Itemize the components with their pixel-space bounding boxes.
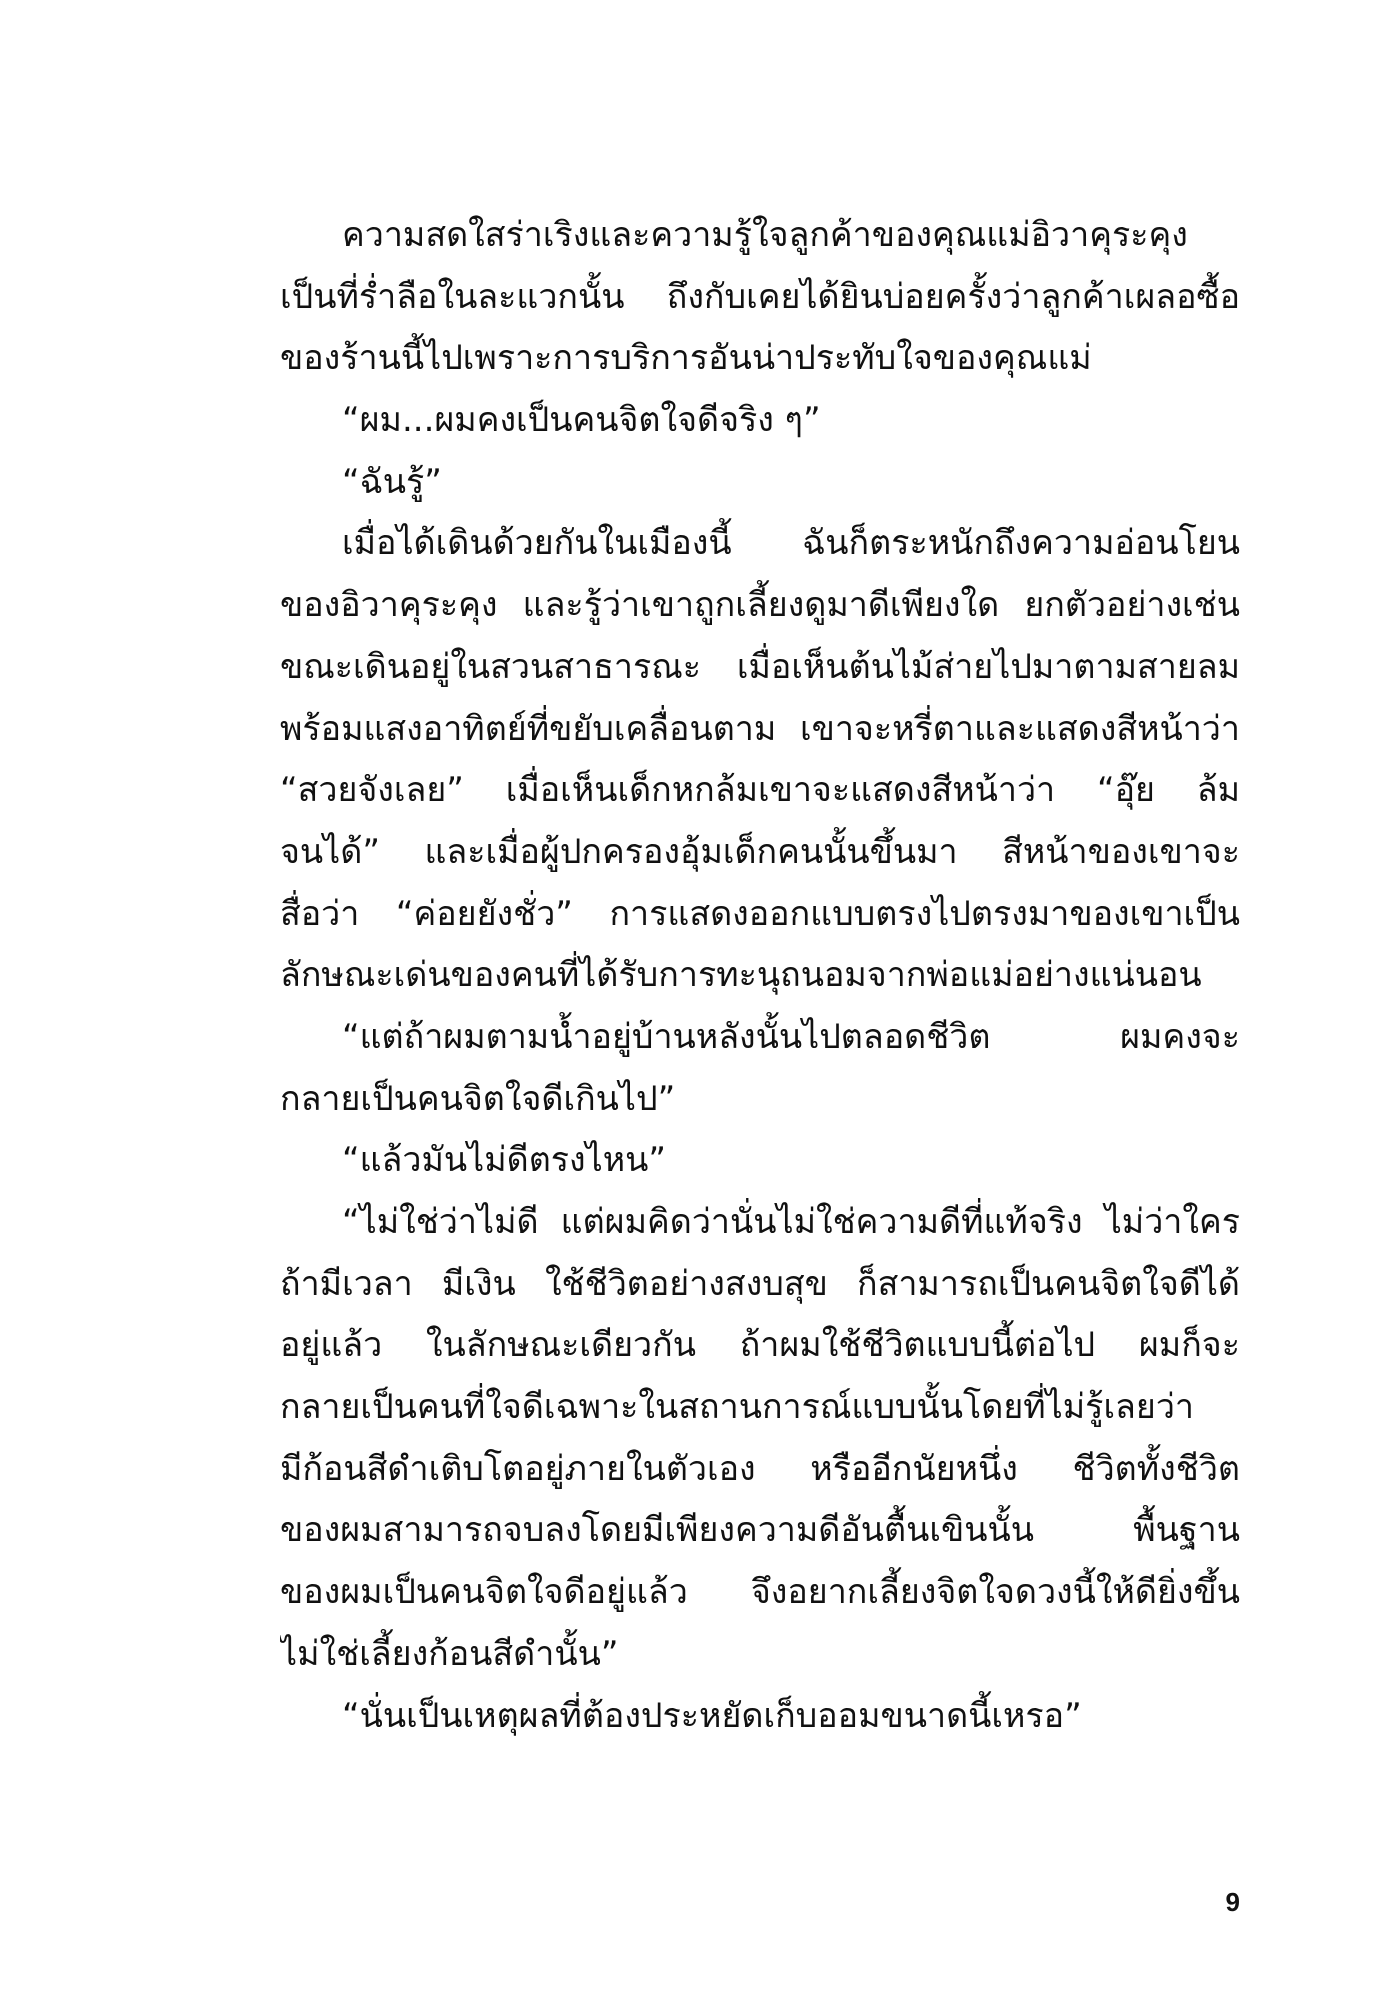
text-line: เป็นที่ร่ำลือในละแวกนั้น ถึงกับเคยได้ยินบ่อยครั้งว่าลูกค้าเผลอซื้อ xyxy=(280,276,1240,317)
dialogue-line: “นั่นเป็นเหตุผลที่ต้องประหยัดเก็บออมขนาดนี้เหรอ” xyxy=(342,1695,1082,1736)
text-line: ของร้านนี้ไปเพราะการบริการอันน่าประทับใจของคุณแม่ xyxy=(280,338,1092,379)
text-line: “สวยจังเลย” เมื่อเห็นเด็กหกล้มเขาจะแสดงสีหน้าว่า “อุ๊ย ล้ม xyxy=(280,770,1240,811)
dialogue-line: “แต่ถ้าผมตามน้ำอยู่บ้านหลังนั้นไปตลอดชีวิต ผมคงจะ xyxy=(342,1016,1240,1057)
dialogue-line: ของผมเป็นคนจิตใจดีอยู่แล้ว จึงอยากเลี้ยงจิตใจดวงนี้ให้ดียิ่งขึ้น xyxy=(280,1572,1240,1613)
dialogue-line: “ผม...ผมคงเป็นคนจิตใจดีจริง ๆ” xyxy=(342,400,821,441)
body-text xyxy=(280,205,1240,1747)
dialogue-line: มีก้อนสีดำเติบโตอยู่ภายในตัวเอง หรืออีกนัยหนึ่ง ชีวิตทั้งชีวิต xyxy=(280,1448,1240,1489)
text-line: จนได้” และเมื่อผู้ปกครองอุ้มเด็กคนนั้นขึ้นมา สีหน้าของเขาจะ xyxy=(280,831,1240,872)
text-line: ความสดใสร่าเริงและความรู้ใจลูกค้าของคุณแม่อิวาคุระคุง xyxy=(342,215,1188,255)
text-line: สื่อว่า “ค่อยยังชั่ว” การแสดงออกแบบตรงไปตรงมาของเขาเป็น xyxy=(280,893,1240,934)
dialogue-line: “แล้วมันไม่ดีตรงไหน” xyxy=(342,1140,667,1181)
dialogue-line: “ฉันรู้” xyxy=(342,461,442,502)
text-line: ขณะเดินอยู่ในสวนสาธารณะ เมื่อเห็นต้นไม้ส่ายไปมาตามสายลม xyxy=(280,646,1240,687)
dialogue-line: “ไม่ใช่ว่าไม่ดี แต่ผมคิดว่านั่นไม่ใช่ความดีที่แท้จริง ไม่ว่าใคร xyxy=(342,1202,1240,1242)
dialogue-line: กลายเป็นคนจิตใจดีเกินไป” xyxy=(280,1078,676,1119)
dialogue-line: กลายเป็นคนที่ใจดีเฉพาะในสถานการณ์แบบนั้นโดยที่ไม่รู้เลยว่า xyxy=(280,1387,1194,1428)
dialogue-line: อยู่แล้ว ในลักษณะเดียวกัน ถ้าผมใช้ชีวิตแบบนี้ต่อไป ผมก็จะ xyxy=(280,1325,1240,1366)
text-line: พร้อมแสงอาทิตย์ที่ขยับเคลื่อนตาม เขาจะหรี่ตาและแสดงสีหน้าว่า xyxy=(280,708,1240,749)
dialogue-line: ของผมสามารถจบลงโดยมีเพียงความดีอันตื้นเขินนั้น พื้นฐาน xyxy=(280,1510,1240,1551)
dialogue-line: ถ้ามีเวลา มีเงิน ใช้ชีวิตอย่างสงบสุข ก็สามารถเป็นคนจิตใจดีได้ xyxy=(280,1263,1240,1304)
text-line: ของอิวาคุระคุง และรู้ว่าเขาถูกเลี้ยงดูมาดีเพียงใด ยกตัวอย่างเช่น xyxy=(280,585,1240,626)
dialogue-line: ไม่ใช่เลี้ยงก้อนสีดำนั้น” xyxy=(280,1633,619,1674)
page-number: 9 xyxy=(1225,1887,1240,1917)
text-line: เมื่อได้เดินด้วยกันในเมืองนี้ ฉันก็ตระหนักถึงความอ่อนโยน xyxy=(342,523,1240,564)
text-line: ลักษณะเด่นของคนที่ได้รับการทะนุถนอมจากพ่อแม่อย่างแน่นอน xyxy=(280,955,1202,996)
